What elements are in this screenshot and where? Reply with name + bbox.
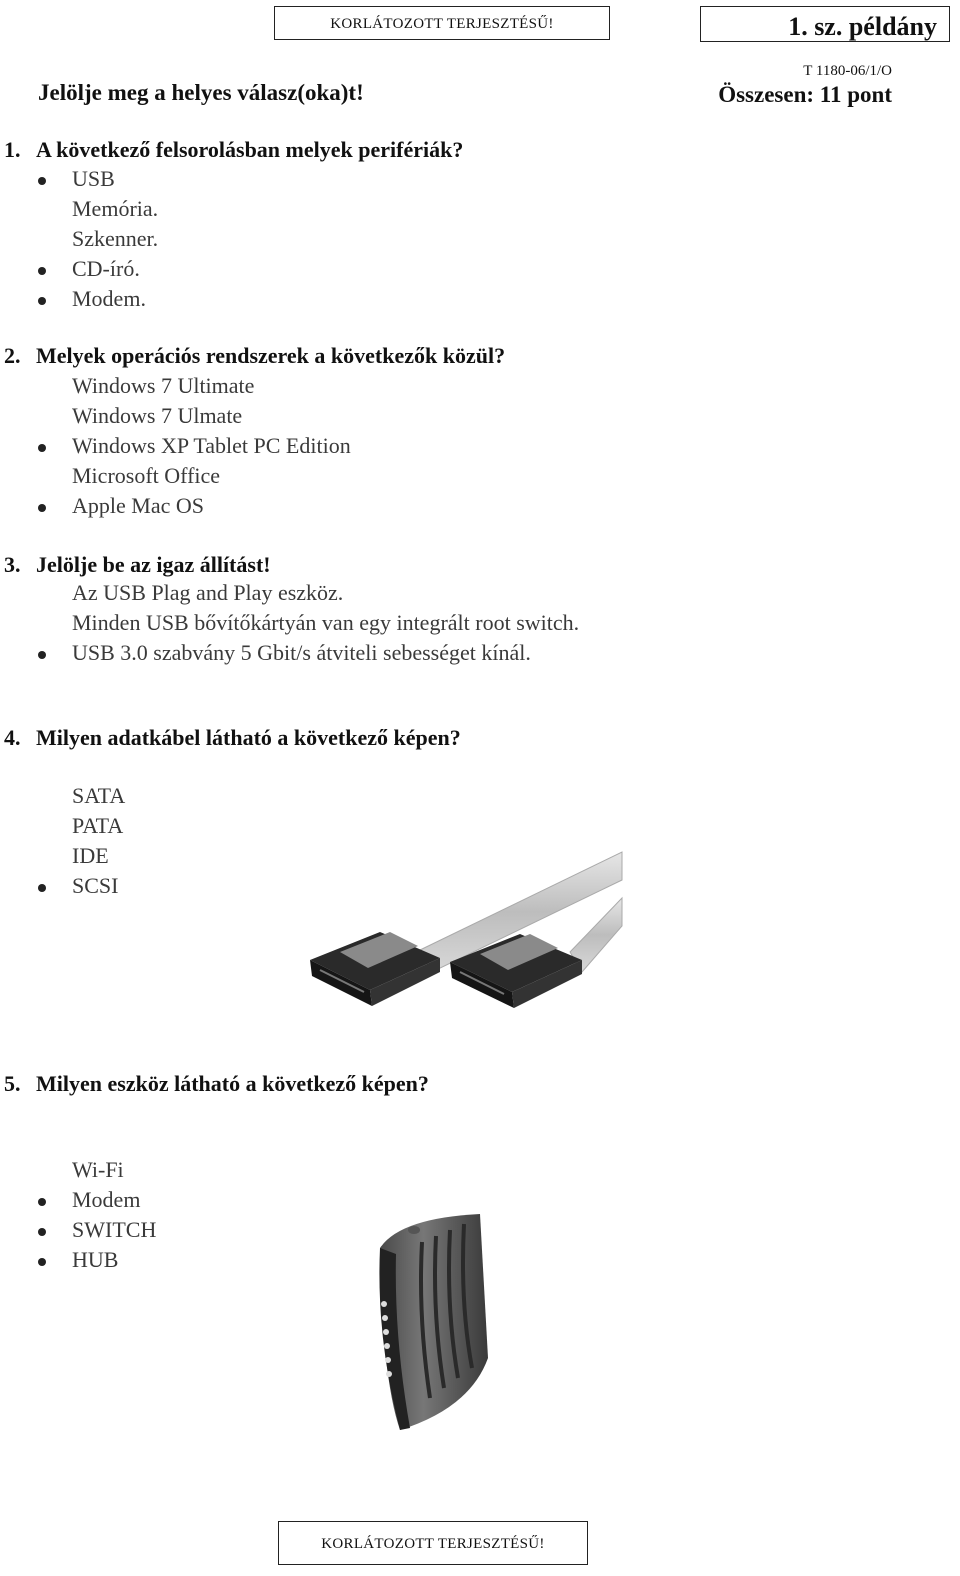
q4-option-pata[interactable]: PATA: [72, 813, 124, 838]
question-5: [4, 1071, 429, 1097]
q4-option-scsi[interactable]: SCSI: [72, 873, 119, 898]
question-4: [4, 725, 461, 751]
q4-option-ide[interactable]: IDE: [72, 843, 109, 868]
q5-option-modem[interactable]: Modem: [72, 1187, 141, 1212]
answer-mark-bullet: [38, 177, 46, 185]
answer-mark-bullet: [38, 884, 46, 892]
q1-option-cd-iro[interactable]: CD-író.: [72, 256, 140, 281]
q2-option-apple-mac-os[interactable]: Apple Mac OS: [72, 493, 204, 518]
question-3: [4, 552, 271, 578]
answer-mark-bullet: [38, 651, 46, 659]
q2-option-microsoft-office[interactable]: Microsoft Office: [72, 463, 221, 488]
q1-option-szkenner[interactable]: Szkenner.: [72, 226, 159, 251]
instruction-text: Jelölje meg a helyes válasz(oka)t!: [38, 80, 364, 105]
q5-option-switch[interactable]: SWITCH: [72, 1217, 157, 1242]
question-4-text: Milyen adatkábel látható a következő képen?: [36, 725, 461, 750]
question-2: [4, 343, 505, 369]
document-id: T 1180-06/1/O: [803, 63, 892, 79]
answer-mark-bullet: [38, 1198, 46, 1206]
q5-option-wifi[interactable]: Wi-Fi: [72, 1157, 124, 1182]
question-3-number: 3.: [4, 552, 21, 577]
q1-option-modem[interactable]: Modem.: [72, 286, 146, 311]
q5-option-hub[interactable]: HUB: [72, 1247, 119, 1272]
total-points: Összesen: 11 pont: [718, 82, 892, 107]
q2-option-windows-7-ulmate[interactable]: Windows 7 Ulmate: [72, 403, 243, 428]
restricted-distribution-label-bottom: KORLÁTOZOTT TERJESZTÉSŰ!: [278, 1521, 588, 1565]
question-5-text: Milyen eszköz látható a következő képen?: [36, 1071, 429, 1096]
answer-mark-bullet: [38, 504, 46, 512]
question-1: [4, 137, 463, 163]
question-4-number: 4.: [4, 725, 21, 750]
question-1-text: A következő felsorolásban melyek perifériák?: [36, 137, 464, 162]
sata-cable-image: [300, 840, 630, 1020]
answer-mark-bullet: [38, 267, 46, 275]
question-2-text: Melyek operációs rendszerek a következők közül?: [36, 343, 506, 368]
answer-mark-bullet: [38, 297, 46, 305]
q3-option-root-switch[interactable]: Minden USB bővítőkártyán van egy integrált root switch.: [72, 610, 580, 635]
q1-option-usb[interactable]: USB: [72, 166, 115, 191]
q3-option-usb-3-speed[interactable]: USB 3.0 szabvány 5 Gbit/s átviteli sebességet kínál.: [72, 640, 531, 665]
question-5-number: 5.: [4, 1071, 21, 1096]
question-2-number: 2.: [4, 343, 21, 368]
answer-mark-bullet: [38, 1258, 46, 1266]
q3-option-usb-plug-and-play[interactable]: Az USB Plag and Play eszköz.: [72, 580, 344, 605]
answer-mark-bullet: [38, 444, 46, 452]
restricted-distribution-label-top: KORLÁTOZOTT TERJESZTÉSŰ!: [274, 6, 610, 40]
question-1-number: 1.: [4, 137, 21, 162]
q4-option-sata[interactable]: SATA: [72, 783, 126, 808]
answer-mark-bullet: [38, 1228, 46, 1236]
q2-option-windows-7-ultimate[interactable]: Windows 7 Ultimate: [72, 373, 255, 398]
copy-number-box: 1. sz. példány: [700, 6, 950, 42]
question-3-text: Jelölje be az igaz állítást!: [36, 552, 271, 577]
q1-option-memoria[interactable]: Memória.: [72, 196, 159, 221]
q2-option-windows-xp-tablet[interactable]: Windows XP Tablet PC Edition: [72, 433, 351, 458]
modem-device-image: [360, 1208, 500, 1434]
